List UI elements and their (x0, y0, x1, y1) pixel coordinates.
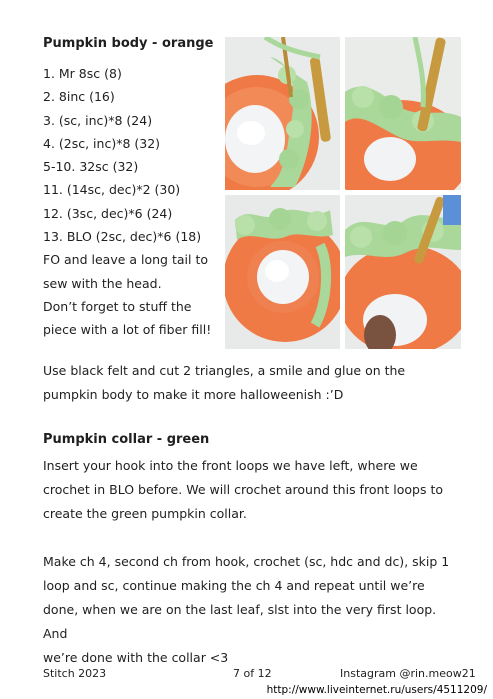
note-line: sew with the head. (43, 275, 162, 291)
paragraph-line: Make ch 4, second ch from hook, crochet (sc, hdc and dc), skip 1 (43, 554, 450, 569)
instruction-step-4: 4. (2sc, inc)*8 (32) (43, 135, 161, 151)
footer-instagram: Instagram @rin.meow21 (340, 667, 476, 680)
instruction-step-5-10: 5-10. 32sc (32) (43, 159, 139, 175)
paragraph-line: we’re done with the collar <3 (43, 650, 229, 665)
instruction-step-11: 11. (14sc, dec)*2 (30) (43, 182, 181, 198)
paragraph-line: loop and sc, continue making the ch 4 and repeat until we’re (43, 578, 425, 593)
note-line: FO and leave a long tail to (43, 252, 208, 268)
pumpkin-collar-heading: Pumpkin collar - green (43, 432, 210, 447)
instruction-step-3: 3. (sc, inc)*8 (24) (43, 112, 153, 128)
pumpkin-collar-section (43, 428, 463, 670)
instruction-step-12: 12. (3sc, dec)*6 (24) (43, 205, 173, 221)
pumpkin-body-section (43, 36, 223, 342)
watermark-url: http://www.liveinternet.ru/users/4511209/ (266, 684, 487, 696)
paragraph-line: Insert your hook into the front loops we have left, where we (43, 458, 418, 473)
photo-pumpkin-top (225, 195, 340, 349)
instruction-step-1: 1. Mr 8sc (8) (43, 66, 122, 81)
paragraph-line: Use black felt and cut 2 triangles, a smile and glue on the (43, 363, 406, 378)
paragraph-line: crochet in BLO before. We will crochet around this front loops to (43, 482, 443, 497)
photo-pumpkin-finished (345, 195, 461, 349)
footer-left: Stitch 2023 (43, 667, 107, 680)
pumpkin-body-heading: Pumpkin body - orange (43, 36, 214, 51)
felt-face-paragraph (43, 359, 463, 407)
note-line: piece with a lot of fiber fill! (43, 322, 212, 338)
paragraph-line: pumpkin body to make it more halloweenish :’D (43, 387, 344, 402)
photo-collar-start (225, 37, 340, 190)
paragraph-line: done, when we are on the last leaf, slst into the very first loop. And (43, 602, 437, 641)
page-number: 7 of 12 (233, 667, 272, 680)
photo-collar-progress (345, 37, 461, 190)
instruction-step-13: 13. BLO (2sc, dec)*6 (18) (43, 229, 202, 245)
paragraph-line: create the green pumpkin collar. (43, 506, 247, 521)
progress-photo-grid (225, 37, 461, 349)
instruction-step-2: 2. 8inc (16) (43, 89, 115, 105)
note-line: Don’t forget to stuff the (43, 298, 192, 314)
